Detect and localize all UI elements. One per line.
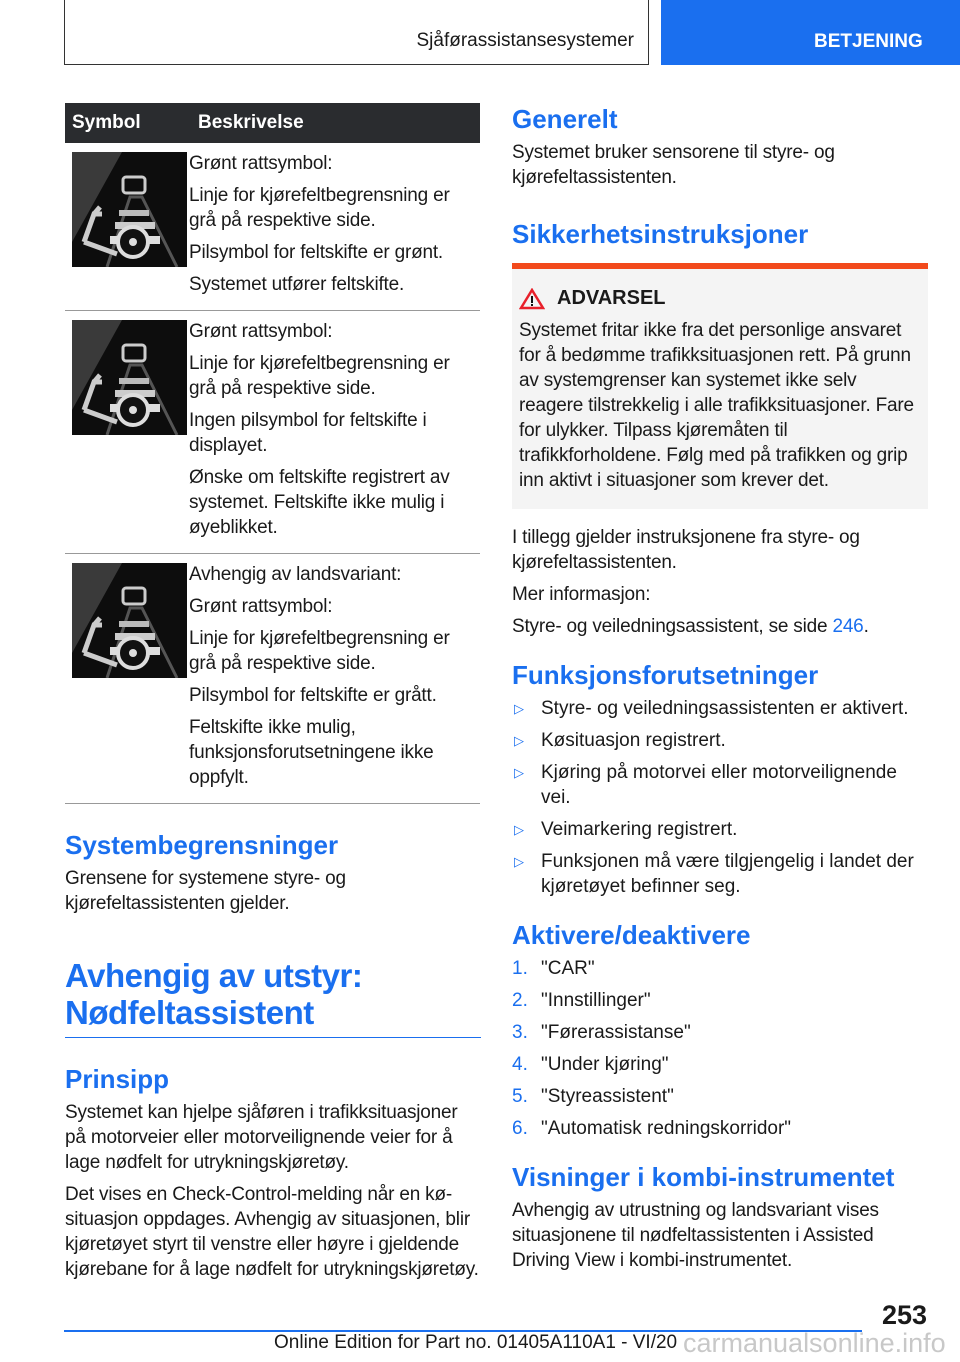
- lane-change-assist-icon: [72, 152, 187, 267]
- heading-general: Generelt: [512, 104, 618, 134]
- row-text: Ønske om feltskifte registrert av systemet. Feltskifte ikke mulig i øyeblikket.: [189, 467, 450, 538]
- row-text: Ingen pilsymbol for feltskifte i displayet.: [189, 410, 427, 456]
- text-general: Systemet bruker sensorene til styre- og kjørefeltassistenten.: [512, 142, 835, 188]
- list-item: ▷ Køsituasjon registrert.: [514, 730, 726, 751]
- lane-change-assist-icon: [72, 563, 187, 678]
- table-row: [65, 554, 480, 804]
- bullet-arrow-icon: ▷: [514, 733, 524, 748]
- footer-edition: Online Edition for Part no. 01405A110A1 - VI/20: [274, 1332, 678, 1353]
- step-item: 3. "Førerassistanse": [512, 1022, 691, 1043]
- heading-activate: Aktivere/deaktivere: [512, 920, 751, 950]
- heading-principle: Prinsipp: [65, 1064, 170, 1094]
- row-text: Linje for kjørefeltbegrensning er grå på respektive side.: [189, 628, 450, 674]
- row-text: Feltskifte ikke mulig, funksjonsforutsetningene ikke oppfylt.: [189, 717, 434, 788]
- text-views: Avhengig av utrustning og landsvariant vises situasjonene til nødfeltassistenten i Assisted Driving View i kombi-instrumentet.: [512, 1200, 879, 1271]
- step-item: 6. "Automatisk redningskorridor": [512, 1118, 792, 1139]
- table-row: [65, 143, 480, 311]
- warning-text: Systemet fritar ikke fra det personlige ansvaret for å bedømme trafikksituasjonen rett. På grunn av systemgrenser kan systemet ikke selv reagere tilstrekkelig i alle trafikksituasjoner. Fare for ulykker. Tilpass kjøremåten til trafikkforholdene. Følg med på trafikken og grip inn aktivt i situasjoner som krever det.: [519, 320, 914, 491]
- warning-triangle-icon: [519, 288, 545, 310]
- list-item: ▷ Kjøring på motorvei eller motorveilignende vei.: [514, 762, 897, 808]
- list-item: ▷ Veimarkering registrert.: [514, 819, 738, 840]
- left-column: [65, 103, 481, 1289]
- th-symbol: Symbol: [65, 103, 189, 143]
- heading-safety: Sikkerhetsinstruksjoner: [512, 219, 809, 249]
- steps-list: [512, 956, 928, 1141]
- warning-title: ADVARSEL: [557, 287, 666, 309]
- heading-requirements: Funksjonsforutsetninger: [512, 660, 819, 690]
- step-item: 1. "CAR": [512, 958, 595, 979]
- watermark: carmanualsonline.info: [683, 1328, 946, 1358]
- text-principle-2: Det vises en Check-Control-melding når en kø-situasjon oppdages. Avhengig av situasjonen, blir kjøretøyet styrt til venstre eller høyre i gjeldende kjørebane for å lage nødfelt for utrykningskjøretøy.: [65, 1184, 479, 1280]
- lane-change-assist-icon: [72, 320, 187, 435]
- row-text: Linje for kjørefeltbegrensning er grå på respektive side.: [189, 185, 450, 231]
- text-additional: I tillegg gjelder instruksjonene fra styre- og kjørefeltassistenten.: [512, 527, 860, 573]
- page-number: 253: [881, 1300, 927, 1330]
- row-text: Pilsymbol for feltskifte er grått.: [189, 685, 437, 706]
- table-row: [65, 311, 480, 554]
- section-title: Sjåførassistansesystemer: [416, 30, 634, 51]
- heading-emergency-lane: Avhengig av utstyr: Nødfeltassistent: [65, 957, 481, 1038]
- row-text: Grønt rattsymbol:: [189, 153, 333, 174]
- text-more-info: Mer informasjon:: [512, 584, 651, 605]
- heading-views: Visninger i kombi-instrumentet: [512, 1162, 895, 1192]
- row-text: Systemet utfører feltskifte.: [189, 274, 405, 295]
- step-item: 5. "Styreassistent": [512, 1086, 674, 1107]
- text-principle-1: Systemet kan hjelpe sjåføren i trafikksituasjoner på motorveier eller motorveilignende veier for å lage nødfelt for utrykningskjøretøy.: [65, 1102, 458, 1173]
- row-text: Avhengig av landsvariant:: [189, 564, 402, 585]
- row-text: Linje for kjørefeltbegrensning er grå på respektive side.: [189, 353, 450, 399]
- warning-box: [512, 263, 928, 509]
- bullet-arrow-icon: ▷: [514, 822, 524, 837]
- row-text: Grønt rattsymbol:: [189, 321, 333, 342]
- text-limits: Grensene for systemene styre- og kjørefeltassistenten gjelder.: [65, 868, 346, 914]
- bullet-arrow-icon: ▷: [514, 701, 524, 716]
- bullet-arrow-icon: ▷: [514, 854, 524, 869]
- th-description: Beskrivelse: [189, 103, 480, 143]
- row-text: Pilsymbol for feltskifte er grønt.: [189, 242, 443, 263]
- step-item: 4. "Under kjøring": [512, 1054, 669, 1075]
- symbol-table: [65, 103, 480, 804]
- header-box: [64, 0, 649, 65]
- row-text: Grønt rattsymbol:: [189, 596, 333, 617]
- page-link-246[interactable]: 246: [832, 616, 864, 637]
- list-item: ▷ Funksjonen må være tilgjengelig i landet der kjøretøyet befinner seg.: [514, 851, 914, 897]
- bullet-arrow-icon: ▷: [514, 765, 524, 780]
- chapter-tab: BETJENING: [661, 0, 960, 65]
- heading-limits: Systembegrensninger: [65, 830, 339, 860]
- right-column: [512, 104, 928, 1280]
- text-reference: Styre- og veiledningsassistent, se side 246.: [512, 616, 869, 637]
- requirements-list: [512, 696, 928, 899]
- step-item: 2. "Innstillinger": [512, 990, 651, 1011]
- list-item: ▷ Styre- og veiledningsassistenten er aktivert.: [514, 698, 909, 719]
